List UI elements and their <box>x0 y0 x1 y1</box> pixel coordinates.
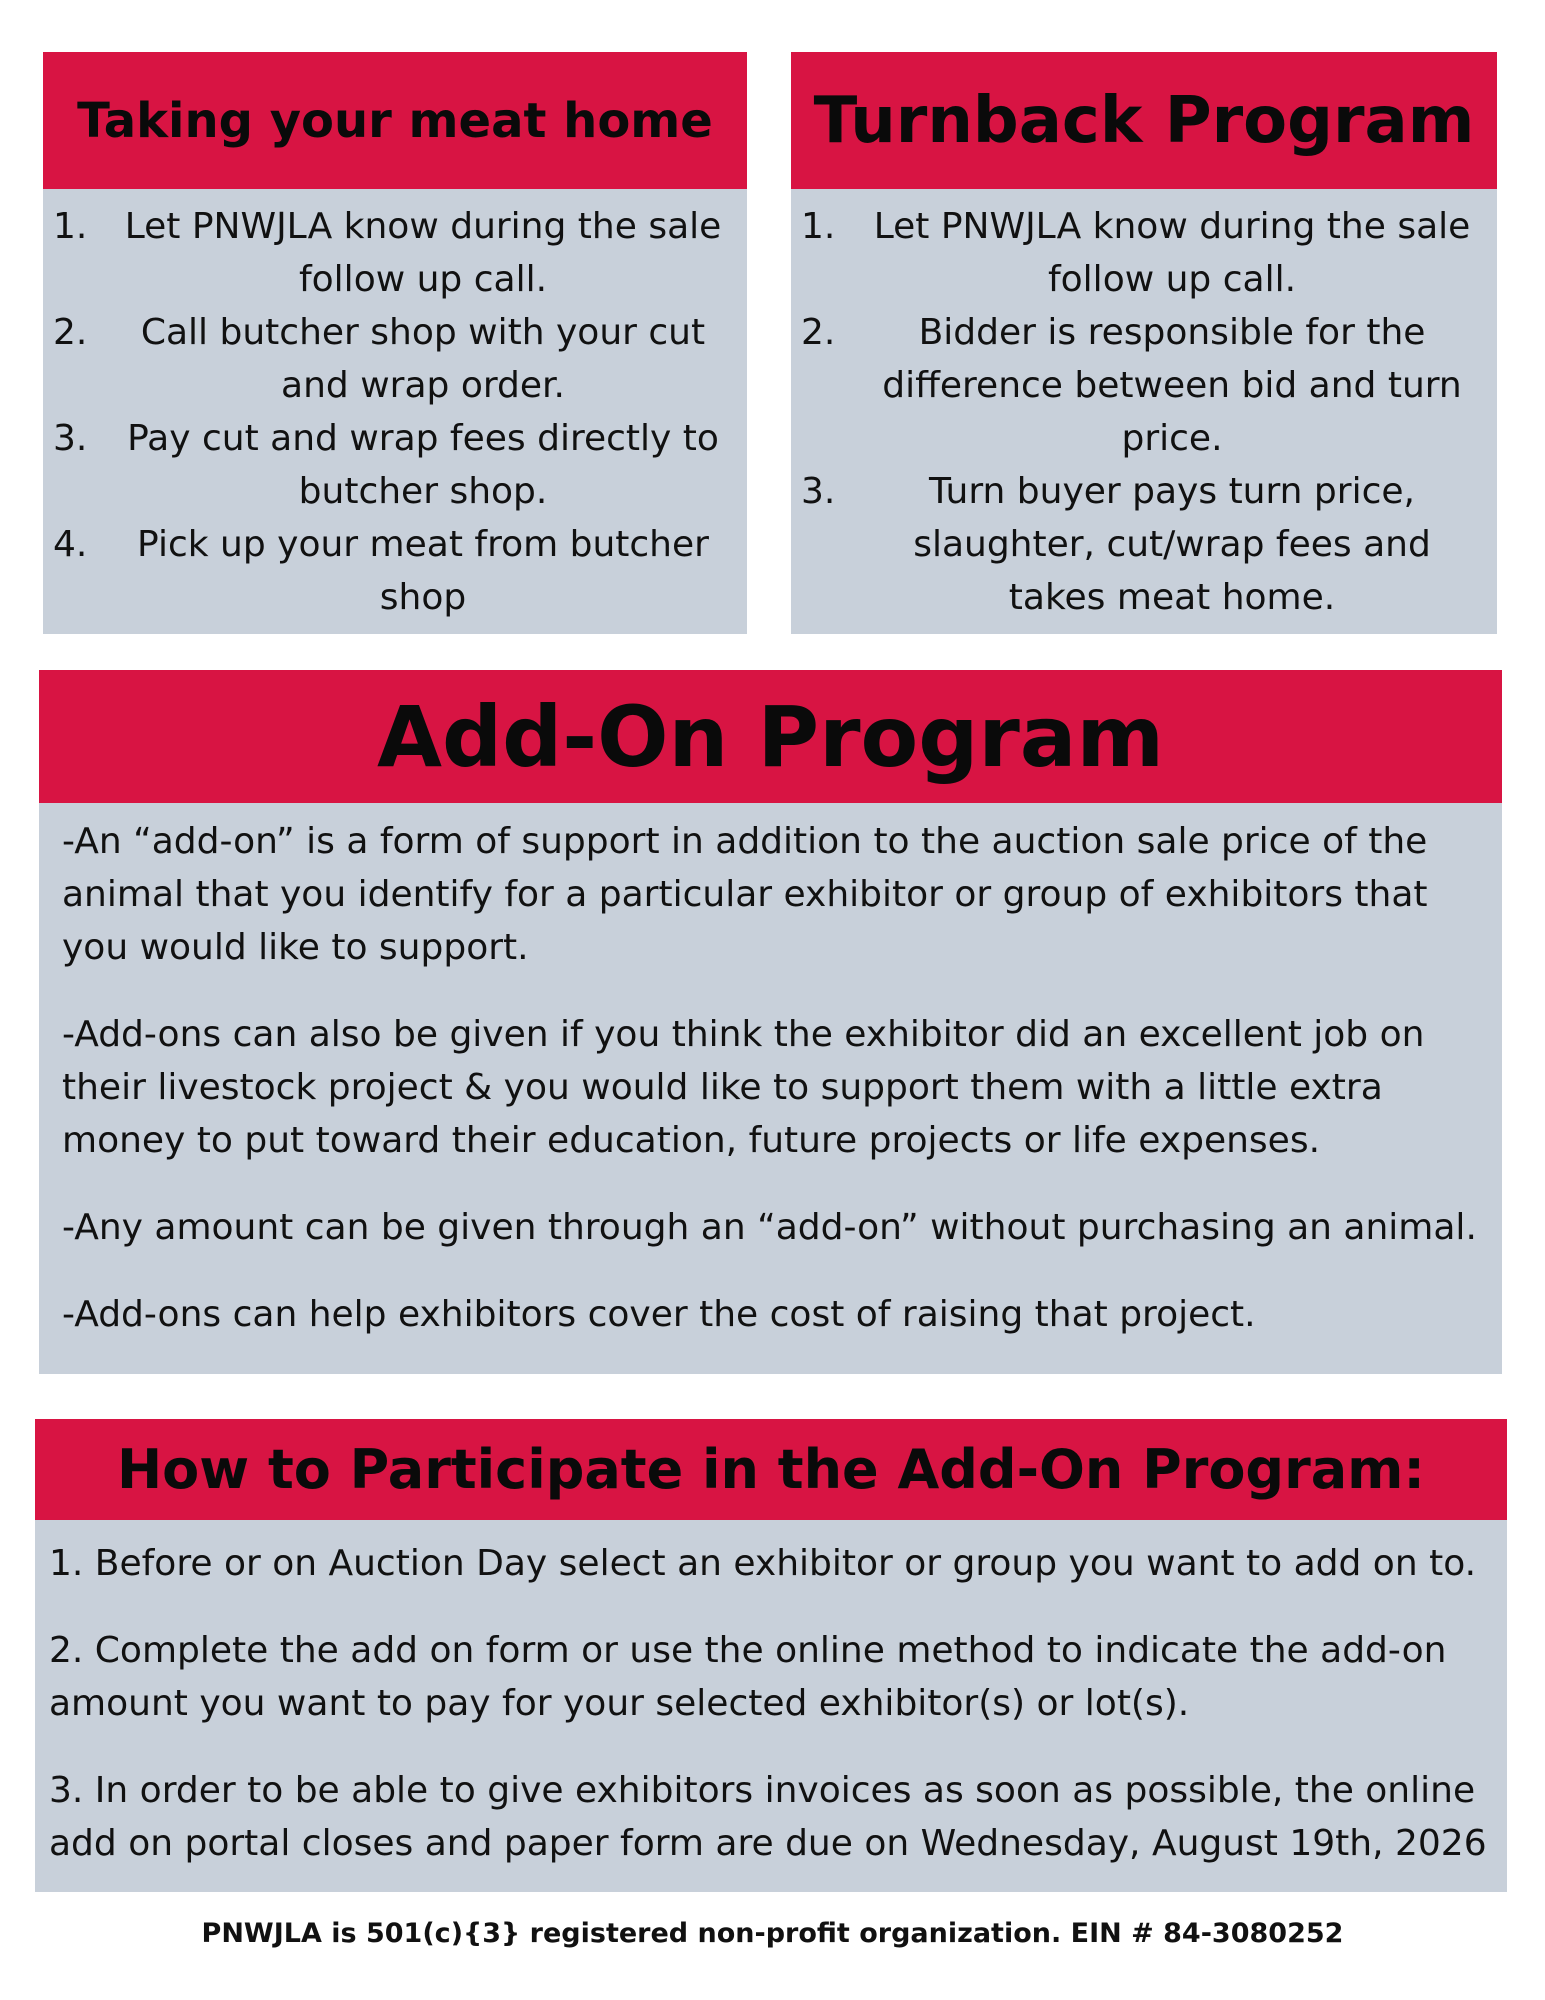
addon-paragraph: -An “add-on” is a form of support in addition to the auction sale price of the animal that you identify for a particular exhibitor or group of exhibitors that you would like to support. <box>62 821 1428 968</box>
turnback-title: Turnback Program <box>791 52 1497 189</box>
turnback-list <box>791 200 1497 624</box>
list-item: 1. Let PNWJLA know during the sale follow up call. <box>53 206 722 300</box>
participate-title: How to Participate in the Add-On Program: <box>35 1419 1507 1520</box>
footer-note: PNWJLA is 501(c){3} registered non-profit organization. EIN # 84-3080252 <box>201 1918 1344 1949</box>
list-item: 3. Pay cut and wrap fees directly to butcher shop. <box>53 418 719 512</box>
meat-home-list <box>43 200 747 624</box>
addon-paragraph: -Any amount can be given through an “add-on” without purchasing an animal. <box>62 1207 1477 1248</box>
meat-home-title: Taking your meat home <box>43 52 747 189</box>
list-item: 1. Let PNWJLA know during the sale follow up call. <box>801 206 1471 300</box>
addon-title: Add-On Program <box>39 670 1502 803</box>
list-item: 3. Turn buyer pays turn price, slaughter, cut/wrap fees and takes meat home. <box>801 471 1431 618</box>
participate-body <box>49 1537 1494 1904</box>
list-item: 2. Call butcher shop with your cut and wrap order. <box>53 312 706 406</box>
addon-paragraph: -Add-ons can help exhibitors cover the cost of raising that project. <box>62 1294 1256 1335</box>
list-item: 4. Pick up your meat from butcher shop <box>53 524 709 618</box>
list-item: 2. Bidder is responsible for the difference between bid and turn price. <box>801 312 1462 459</box>
participate-step: 3. In order to be able to give exhibitors invoices as soon as possible, the online add on portal closes and paper form are due on Wednesday, August 19th, 2026 <box>49 1770 1487 1864</box>
addon-body <box>62 815 1482 1375</box>
addon-paragraph: -Add-ons can also be given if you think the exhibitor did an excellent job on their livestock project & you would like to support them with a little extra money to put toward their education, future projects or life expenses. <box>62 1014 1425 1161</box>
participate-step: 2. Complete the add on form or use the online method to indicate the add-on amount you want to pay for your selected exhibitor(s) or lot(s). <box>49 1630 1447 1724</box>
participate-step: 1. Before or on Auction Day select an exhibitor or group you want to add on to. <box>49 1543 1477 1584</box>
